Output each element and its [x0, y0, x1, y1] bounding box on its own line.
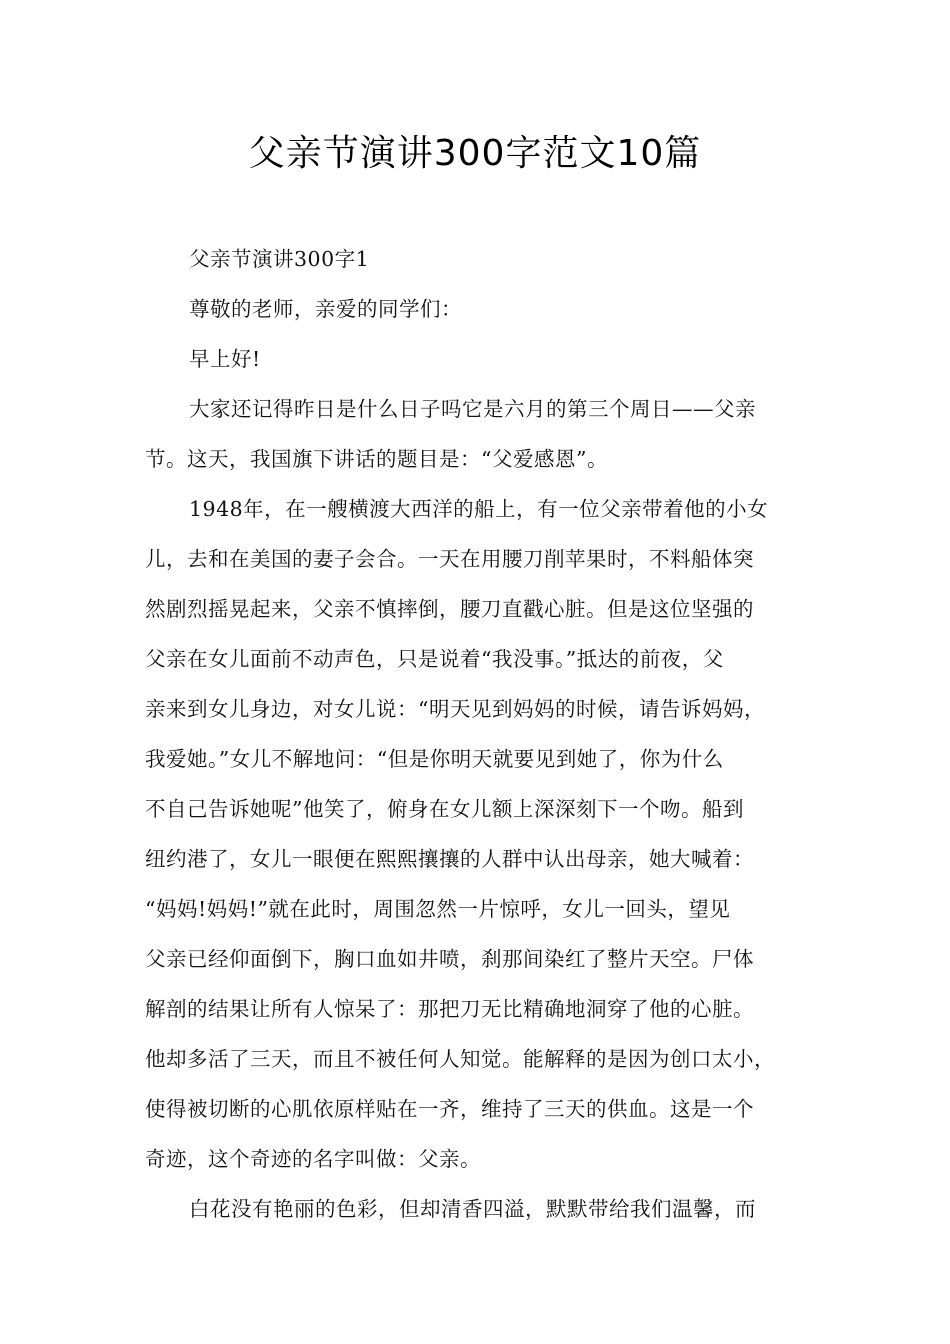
- text-line: 父亲节演讲300字1: [189, 247, 370, 271]
- text-line: 尊敬的老师，亲爱的同学们：: [189, 297, 462, 321]
- paragraph: [145, 484, 810, 1184]
- text-line: 解剖的结果让所有人惊呆了：那把刀无比精确地洞穿了他的心脏。: [145, 997, 754, 1021]
- text-line: 亲来到女儿身边，对女儿说：“明天见到妈妈的时候，请告诉妈妈，: [145, 697, 765, 721]
- paragraph: [145, 1184, 810, 1234]
- text-line: 1948年，在一艘横渡大西洋的船上，有一位父亲带着他的小女: [189, 497, 769, 521]
- text-line: 他却多活了三天，而且不被任何人知觉。能解释的是因为创口太小，: [145, 1047, 775, 1071]
- text-line: 早上好!: [189, 347, 261, 371]
- text-line: 纽约港了，女儿一眼便在熙熙攘攘的人群中认出母亲，她大喊着：: [145, 847, 754, 871]
- paragraph: [145, 284, 810, 334]
- text-line: 我爱她。”女儿不解地问：“但是你明天就要见到她了，你为什么: [145, 747, 724, 771]
- paragraph: [145, 334, 810, 384]
- text-line: “妈妈!妈妈!”就在此时，周围忽然一片惊呼，女儿一回头，望见: [145, 897, 731, 921]
- text-line: 节。这天，我国旗下讲话的题目是：“父爱感恩”。: [145, 447, 608, 471]
- text-line: 父亲在女儿面前不动声色，只是说着“我没事。”抵达的前夜，父: [145, 647, 724, 671]
- text-line: 不自己告诉她呢”他笑了，俯身在女儿额上深深刻下一个吻。船到: [145, 797, 744, 821]
- document-body: [145, 234, 810, 1234]
- paragraph: [145, 384, 810, 484]
- text-line: 父亲已经仰面倒下，胸口血如井喷，刹那间染红了整片天空。尸体: [145, 947, 754, 971]
- text-line: 然剧烈摇晃起来，父亲不慎摔倒，腰刀直戳心脏。但是这位坚强的: [145, 597, 754, 621]
- text-line: 儿，去和在美国的妻子会合。一天在用腰刀削苹果时，不料船体突: [145, 547, 754, 571]
- text-line: 白花没有艳丽的色彩，但却清香四溢，默默带给我们温馨，而: [189, 1197, 756, 1221]
- text-line: 使得被切断的心肌依原样贴在一齐，维持了三天的供血。这是一个: [145, 1097, 754, 1121]
- text-line: 奇迹，这个奇迹的名字叫做：父亲。: [145, 1147, 481, 1171]
- text-line: 大家还记得昨日是什么日子吗它是六月的第三个周日——父亲: [189, 397, 756, 421]
- paragraph: [145, 234, 810, 284]
- document-title: 父亲节演讲300字范文10篇: [248, 133, 702, 174]
